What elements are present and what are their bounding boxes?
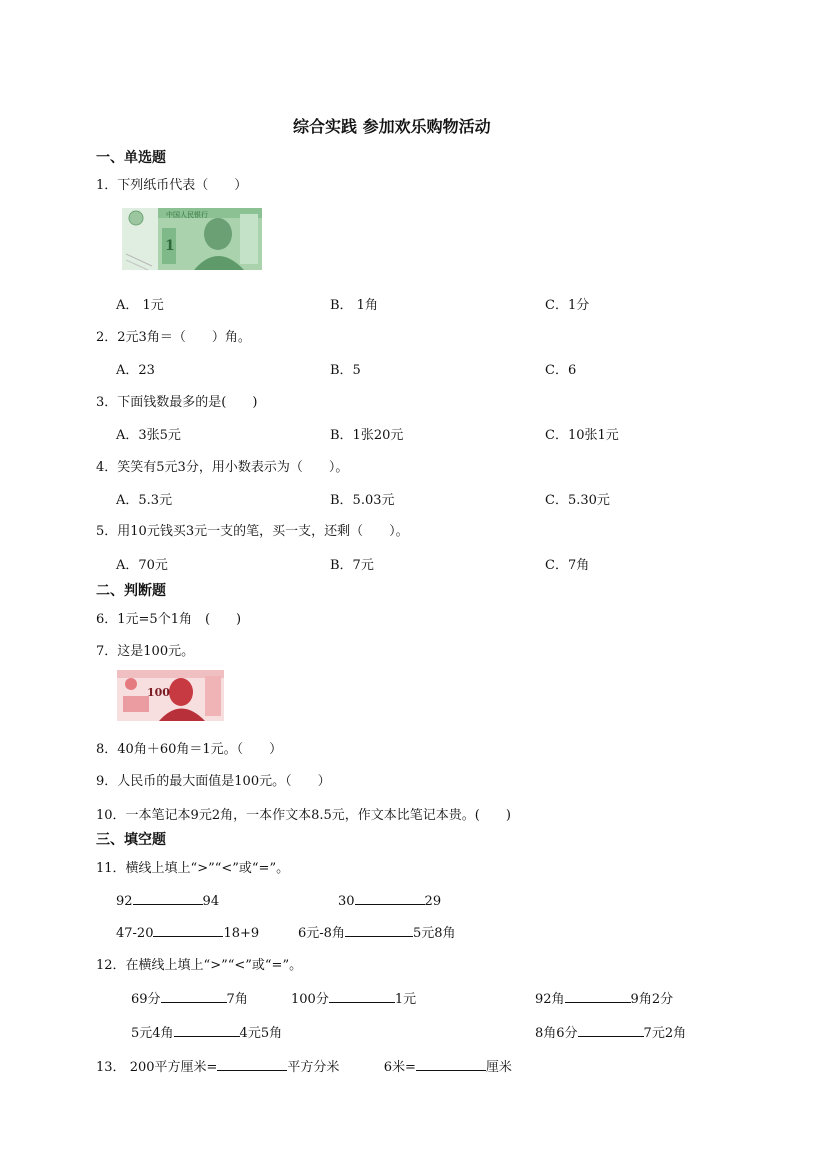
answer-blank[interactable]: [416, 1056, 486, 1071]
q12-row2-item1: [131, 1022, 282, 1041]
question-3-option-a: A．3张5元: [116, 428, 181, 443]
answer-blank[interactable]: [217, 1056, 287, 1071]
answer-blank[interactable]: [565, 988, 631, 1003]
question-13: [96, 1056, 512, 1075]
q11-row2-item2: [298, 922, 455, 941]
banknote-100-denomination: 100: [147, 686, 170, 699]
q11-row1-item2: [338, 890, 441, 909]
page-title: 综合实践 参加欢乐购物活动: [293, 117, 491, 136]
question-5-stem: 5．用10元钱买3元一支的笔，买一支，还剩（ ）。: [96, 524, 409, 539]
q11-right-value: 18+9: [223, 926, 260, 941]
q11-right-value: 29: [424, 894, 442, 909]
q13-unit: 平方分米: [287, 1060, 340, 1075]
q12-row2-item2: [535, 1022, 686, 1041]
q12-left-value: 8角6分: [535, 1026, 578, 1041]
q13-left-text: 6米=: [383, 1060, 416, 1075]
q12-row1-item3: [535, 988, 673, 1007]
q11-left-value: 30: [338, 894, 355, 909]
question-4-option-a: A．5.3元: [116, 493, 173, 508]
answer-blank[interactable]: [345, 922, 413, 937]
q11-left-value: 47-20: [116, 926, 154, 941]
question-10: 10．一本笔记本9元2角，一本作文本8.5元，作文本比笔记本贵。( ): [96, 808, 511, 823]
question-7-stem: 7．这是100元。: [96, 644, 195, 659]
q12-left-value: 5元4角: [131, 1026, 174, 1041]
q12-right-value: 4元5角: [239, 1026, 283, 1041]
question-8: 8．40角＋60角＝1元。（ ）: [96, 742, 283, 757]
question-4-option-b: B．5.03元: [330, 493, 395, 508]
question-11-stem: 11．横线上填上“>”“<”或“=”。: [96, 861, 290, 876]
q13-unit: 厘米: [485, 1060, 512, 1075]
question-4-option-c: C．5.30元: [545, 493, 610, 508]
q13-left-text: 200平方厘米=: [129, 1060, 218, 1075]
question-5-option-c: C．7角: [545, 558, 590, 573]
question-2-option-c: C．6: [545, 363, 577, 378]
banknote-bank-text: 中国人民银行: [166, 211, 208, 219]
q12-row1-item2: [291, 988, 416, 1007]
question-2-option-a: A．23: [116, 363, 155, 378]
question-1-option-c: C．1分: [545, 298, 590, 313]
q11-left-value: 92: [116, 894, 133, 909]
q11-right-value: 5元8角: [412, 926, 456, 941]
q12-left-value: 92角: [535, 992, 565, 1007]
answer-blank[interactable]: [161, 988, 227, 1003]
question-3-option-b: B．1张20元: [330, 428, 404, 443]
question-3-option-c: C．10张1元: [545, 428, 619, 443]
q12-right-value: 7角: [226, 992, 248, 1007]
q11-row1-item1: [116, 890, 219, 909]
q12-row1-item1: [131, 988, 248, 1007]
question-13-number: 13．: [96, 1060, 126, 1075]
one-yuan-banknote-image: [122, 204, 262, 274]
q11-right-value: 94: [202, 894, 220, 909]
answer-blank[interactable]: [578, 1022, 644, 1037]
question-2-option-b: B．5: [330, 363, 361, 378]
question-3-stem: 3．下面钱数最多的是( ): [96, 395, 258, 410]
question-5-option-b: B．7元: [330, 558, 374, 573]
q12-right-value: 1元: [394, 992, 417, 1007]
question-6: 6．1元=5个1角 ( ): [96, 612, 242, 627]
q12-right-value: 9角2分: [630, 992, 674, 1007]
question-1-option-b: B． 1角: [330, 298, 378, 313]
answer-blank[interactable]: [153, 922, 223, 937]
question-1-stem: 1．下列纸币代表（ ）: [96, 178, 248, 193]
section-heading-true-false: 二、判断题: [96, 583, 166, 599]
question-12-stem: 12．在横线上填上“>”“<”或“=”。: [96, 958, 303, 973]
question-9: 9．人民币的最大面值是100元。（ ）: [96, 774, 331, 789]
question-5-option-a: A．70元: [116, 558, 168, 573]
q12-left-value: 100分: [291, 992, 329, 1007]
answer-blank[interactable]: [133, 890, 203, 905]
section-heading-single-choice: 一、单选题: [96, 150, 166, 166]
answer-blank[interactable]: [355, 890, 425, 905]
hundred-yuan-banknote-image: [117, 670, 224, 721]
answer-blank[interactable]: [174, 1022, 240, 1037]
q12-left-value: 69分: [131, 992, 161, 1007]
answer-blank[interactable]: [329, 988, 395, 1003]
banknote-denomination: 1: [165, 238, 175, 254]
q12-right-value: 7元2角: [643, 1026, 687, 1041]
question-4-stem: 4．笑笑有5元3分，用小数表示为（ ）。: [96, 460, 349, 475]
section-heading-fill-in: 三、填空题: [96, 832, 166, 848]
q11-row2-item1: [116, 922, 259, 941]
question-2-stem: 2．2元3角＝（ ）角。: [96, 330, 251, 345]
question-1-option-a: A． 1元: [116, 298, 164, 313]
q11-left-value: 6元-8角: [298, 926, 345, 941]
